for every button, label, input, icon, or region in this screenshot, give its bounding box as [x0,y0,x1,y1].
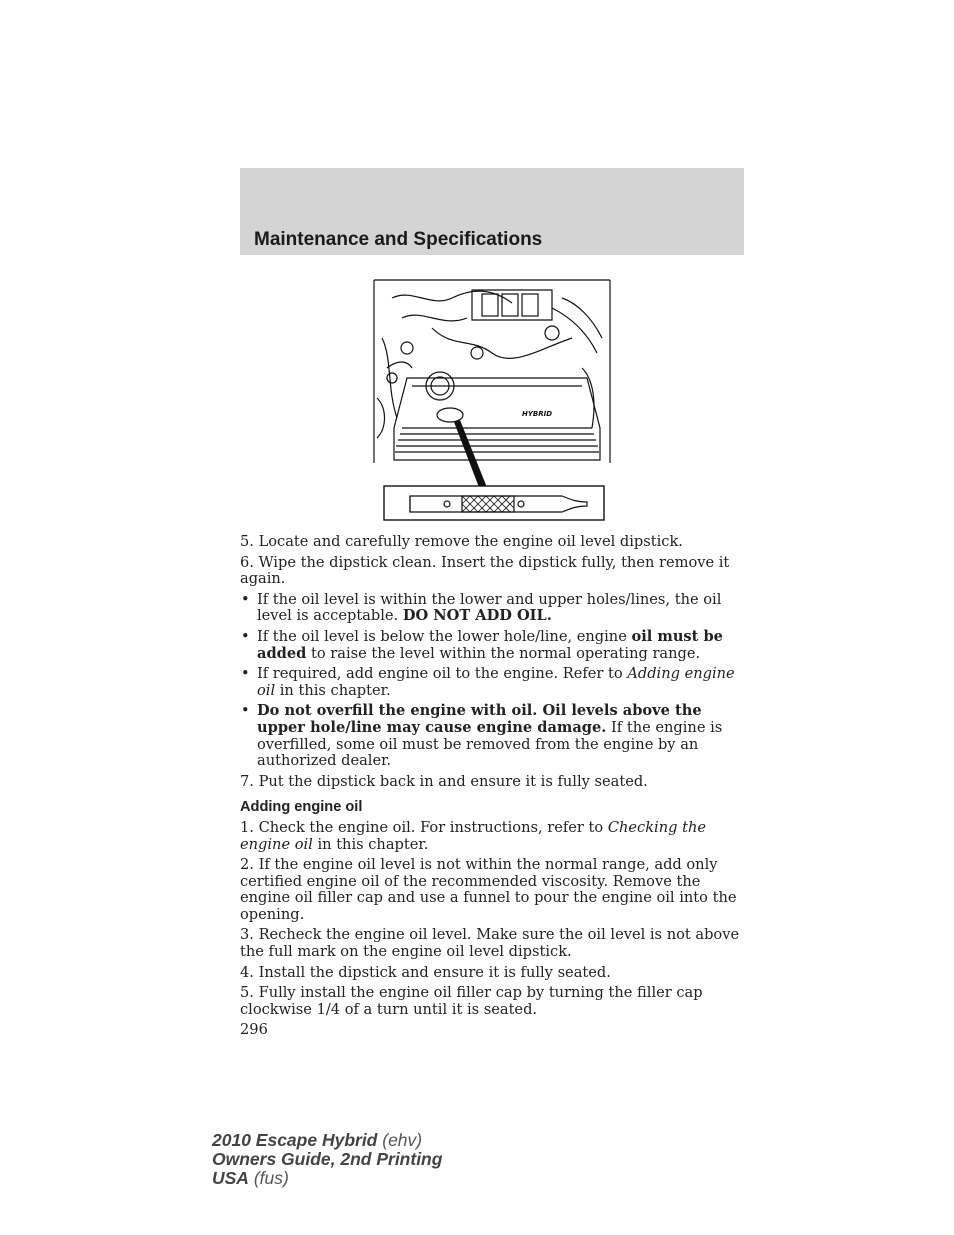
section-title: Maintenance and Specifications [254,229,543,250]
subheading-adding-engine-oil: Adding engine oil [240,799,363,816]
step-7: 7. Put the dipstick back in and ensure it is fully seated. [240,772,648,790]
document-footer: 2010 Escape Hybrid (ehv) Owners Guide, 2nd Printing USA (fus) [212,1130,443,1188]
step-6: 6. Wipe the dipstick clean. Insert the dipstick fully, then remove it again. [240,553,730,588]
adding-step-4: 4. Install the dipstick and ensure it is fully seated. [240,963,611,981]
step-5: 5. Locate and carefully remove the engine oil level dipstick. [240,533,683,550]
bullet-overfill-warning: • Do not overfill the engine with oil. Oil levels above the upper hole/line may cause engine damage. If the engine is overfilled, some oil must be removed from the engine by an authorized dealer. [241,702,723,770]
adding-step-5: 5. Fully install the engine oil filler cap by turning the filler cap clockwise 1/4 of a turn until it is seated. [240,984,703,1018]
engine-dipstick-illustration [372,278,612,523]
adding-step-2: 2. If the engine oil level is not within the normal range, add only certified engine oil of the recommended viscosity. Remove the engine oil filler cap and use a funnel to pour the engine oil into the opening. [240,856,737,923]
bullet-below-lower: • If the oil level is below the lower hole/line, engine oil must be added to raise the level within the normal operating range. [241,627,723,662]
link-adding-engine-oil: Adding engine oil [257,665,735,699]
section-header-band [240,168,744,255]
adding-step-3: 3. Recheck the engine oil level. Make sure the oil level is not above the full mark on the engine oil level dipstick. [240,926,740,961]
adding-step-1: 1. Check the engine oil. For instructions, refer to Checking the engine oil in this chapter. [240,818,706,853]
hybrid-badge: HYBRID [522,410,553,418]
body-text [240,534,746,1039]
bullet-add-oil: • If required, add engine oil to the engine. Refer to Adding engine oil in this chapter. [241,665,735,699]
engine-drawing [372,278,612,523]
page-number: 296 [240,1021,268,1039]
bullet-acceptable: • If the oil level is within the lower and upper holes/lines, the oil level is acceptable. DO NOT ADD OIL. [241,590,722,625]
